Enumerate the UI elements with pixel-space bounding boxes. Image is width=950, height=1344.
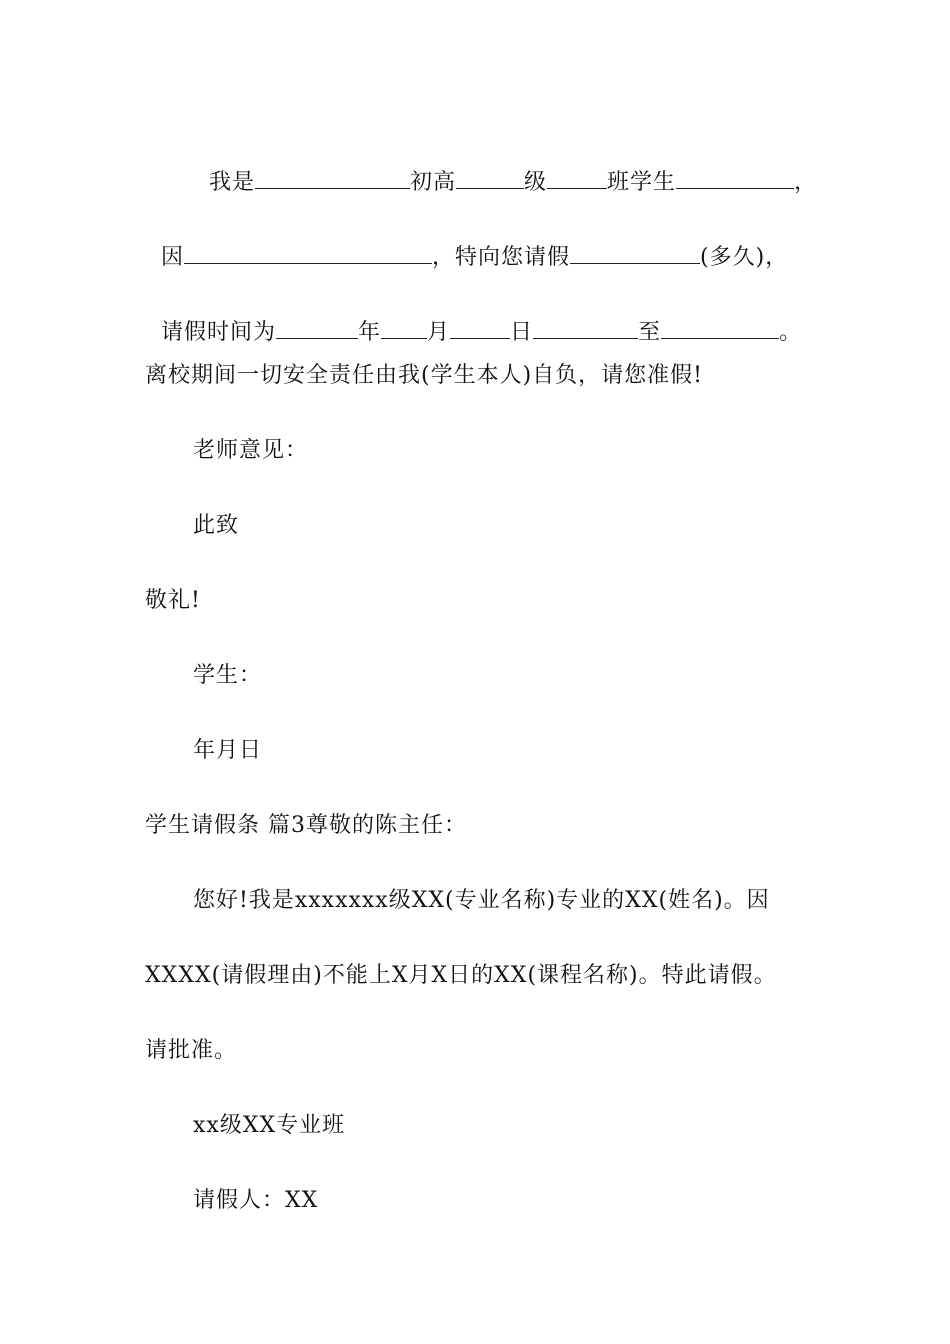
blank-class bbox=[547, 166, 607, 189]
paragraph-3: 请批准。 bbox=[145, 1038, 238, 1063]
teacher-opinion: 老师意见： bbox=[193, 438, 309, 463]
blank-reason bbox=[184, 241, 432, 264]
text-segment: 因 bbox=[161, 245, 185, 270]
form-line-3 bbox=[145, 286, 802, 348]
blank-grade bbox=[456, 166, 524, 189]
form-line-2 bbox=[145, 211, 788, 273]
blank-month bbox=[381, 316, 427, 339]
paragraph-2: XXXX(请假理由)不能上X月X日的XX(课程名称)。特此请假。 bbox=[145, 963, 777, 988]
blank-name bbox=[255, 166, 410, 189]
closing-cizhi: 此致 bbox=[193, 513, 240, 538]
text-segment: 我是 bbox=[209, 170, 256, 195]
blank-student bbox=[676, 166, 794, 189]
blank-duration bbox=[570, 241, 700, 264]
closing-jingli: 敬礼! bbox=[145, 588, 201, 613]
applicant-line: 请假人：XX bbox=[193, 1188, 319, 1213]
text-segment: 。 bbox=[779, 320, 803, 345]
text-segment: 至 bbox=[638, 320, 662, 345]
blank-end bbox=[661, 316, 779, 339]
text-segment: ，特向您请假 bbox=[432, 245, 571, 270]
form-line-1 bbox=[193, 136, 817, 198]
student-signature: 学生： bbox=[193, 663, 263, 688]
text-segment: 级 bbox=[524, 170, 548, 195]
text-segment: 年 bbox=[358, 320, 382, 345]
text-segment: 请假时间为 bbox=[161, 320, 277, 345]
text-segment: (多久)， bbox=[700, 245, 789, 270]
text-segment: 班学生 bbox=[607, 170, 677, 195]
signature-date: 年月日 bbox=[193, 738, 263, 763]
paragraph-1: 您好!我是xxxxxxx级XX(专业名称)专业的XX(姓名)。因 bbox=[193, 888, 770, 913]
blank-start bbox=[533, 316, 638, 339]
text-segment: 日 bbox=[510, 320, 534, 345]
safety-statement: 离校期间一切安全责任由我(学生本人)自负，请您准假! bbox=[145, 363, 704, 388]
text-segment: 初高 bbox=[410, 170, 457, 195]
section-heading: 学生请假条 篇3尊敬的陈主任： bbox=[145, 813, 467, 838]
blank-year bbox=[276, 316, 358, 339]
class-line: xx级XX专业班 bbox=[193, 1113, 346, 1138]
text-segment: 月 bbox=[427, 320, 451, 345]
blank-day bbox=[450, 316, 510, 339]
text-segment: ， bbox=[794, 170, 818, 195]
